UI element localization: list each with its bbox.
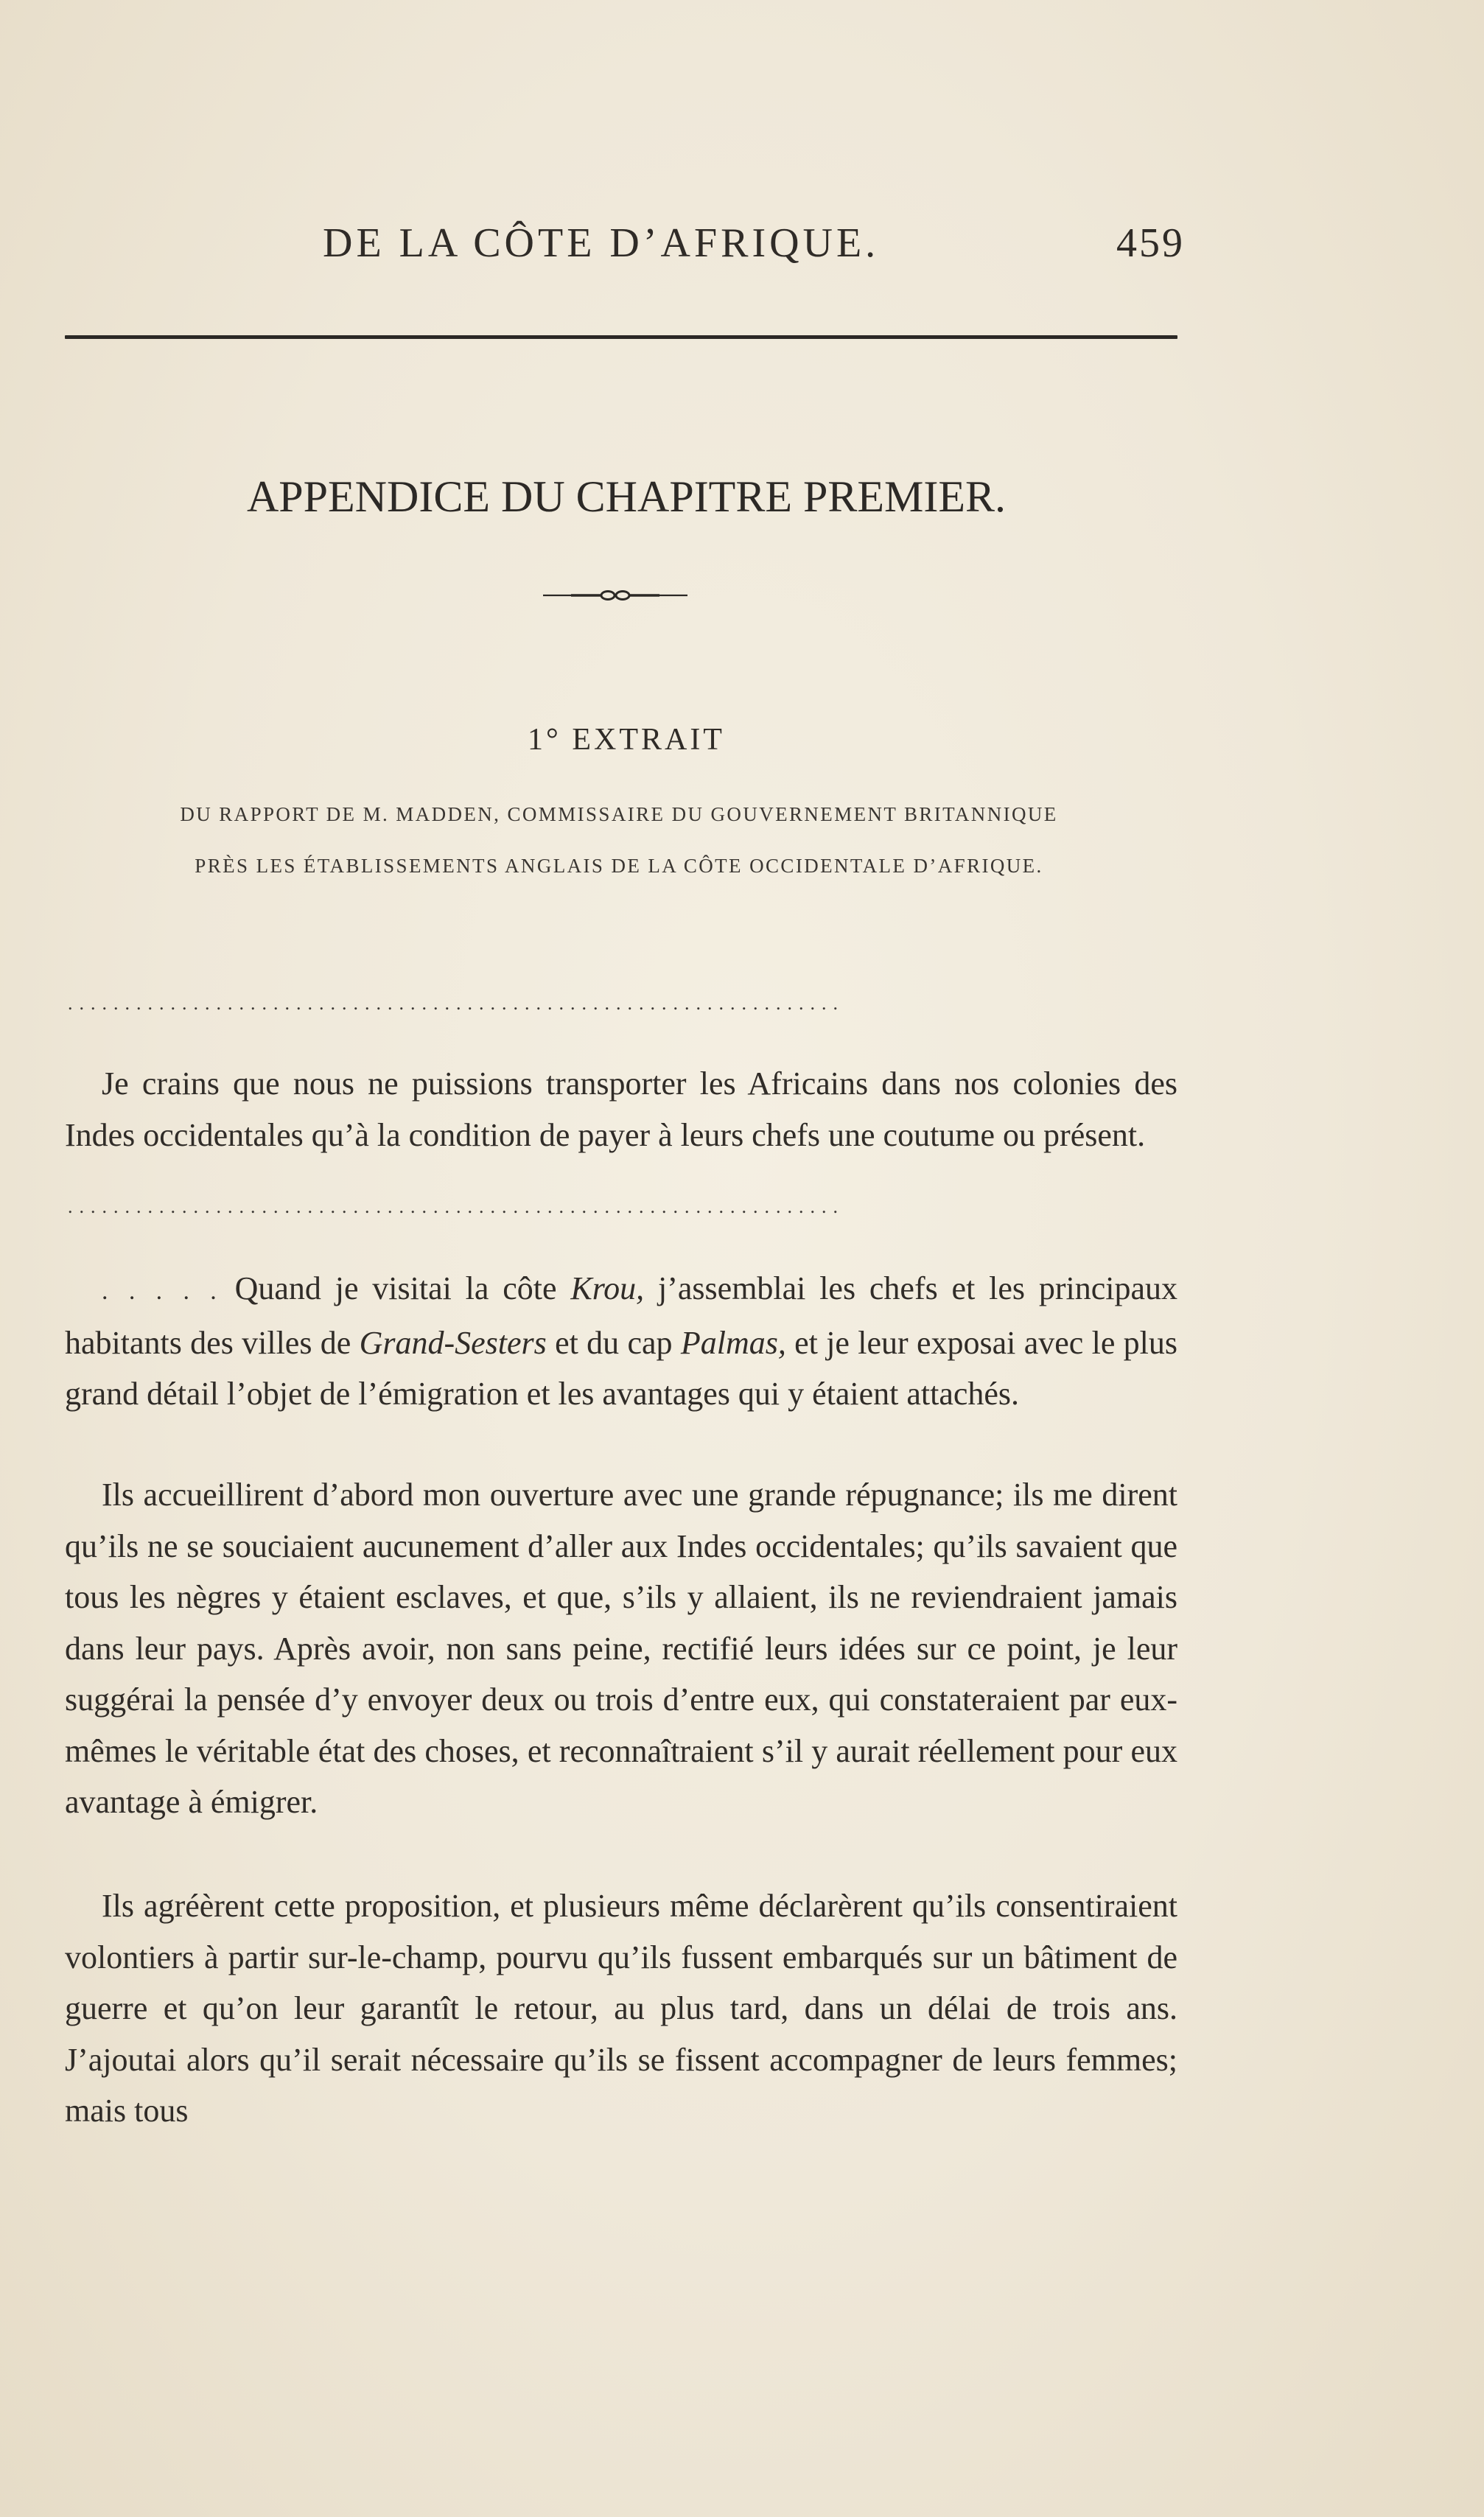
page-number: 459 [1116, 220, 1185, 266]
section-subtitle-line-2: PRÈS LES ÉTABLISSEMENTS ANGLAIS DE LA CÔTE OCCIDENTALE D’AFRIQUE. [195, 855, 1043, 877]
running-head [65, 220, 1185, 279]
section-title: 1° EXTRAIT [528, 723, 725, 757]
leading-ellipsis: . . . . . [102, 1278, 221, 1305]
paragraph-1: Je crains que nous ne puissions transporter les Africains dans nos colonies des Indes occidentales qu’à la condition de payer à leurs chefs une coutume ou présent. [65, 1065, 1177, 1153]
running-title: DE LA CÔTE D’AFRIQUE. [323, 220, 880, 266]
text-run: Quand je visitai la côte [220, 1270, 571, 1306]
paragraph-4: Ils agréèrent cette proposition, et plusieurs même déclarèrent qu’ils consentiraient volontiers à partir sur-le-champ, pourvu qu’ils fussent embarqués sur un bâtiment de guerre et qu’on leur garantît le retour, au plus tard, dans un délai de trois ans. J’ajoutai alors qu’il serait nécessaire qu’ils se fissent accompagner de leurs femmes; mais tous [65, 1888, 1177, 2129]
place-name-krou: Krou, [570, 1270, 645, 1306]
text-run: et je leur exposai avec le plus grand détail l’objet de l’émigration et les avantages qui y étaient attachés. [65, 1324, 1177, 1412]
paragraph-3: Ils accueillirent d’abord mon ouverture avec une grande répugnance; ils me dirent qu’ils ne se souciaient aucunement d’aller aux Indes occidentales; qu’ils savaient que tous les nègres y étaient esclaves, et que, s’ils y allaient, ils ne reviendraient jamais dans leur pays. Après avoir, non sans peine, rectifié leurs idées sur ce point, je leur suggérai la pensée d’y envoyer deux ou trois d’entre eux, qui constateraient par eux-mêmes le véritable état des choses, et reconnaîtraient s’il y aurait réellement pour eux avantage à émigrer. [65, 1477, 1177, 1820]
ellipsis-separator: .................................................................... [68, 1200, 844, 1214]
paragraph-2 [65, 1263, 1177, 1420]
place-name-palmas: Palmas, [680, 1324, 786, 1361]
text-run: et du cap [546, 1324, 681, 1361]
place-name-grand-sesters: Grand-Sesters [359, 1324, 547, 1361]
header-rule [65, 335, 1177, 339]
ellipsis-separator: .................................................................... [68, 996, 844, 1011]
text-run: j’assemblai les chefs et les principaux habitants des villes de [65, 1270, 1177, 1361]
chapter-title: APPENDICE DU CHAPITRE PREMIER. [246, 472, 1007, 521]
ornament-divider-icon [542, 587, 689, 606]
section-subtitle-line-1: DU RAPPORT DE M. MADDEN, COMMISSAIRE DU GOUVERNEMENT BRITANNIQUE [180, 803, 1058, 825]
